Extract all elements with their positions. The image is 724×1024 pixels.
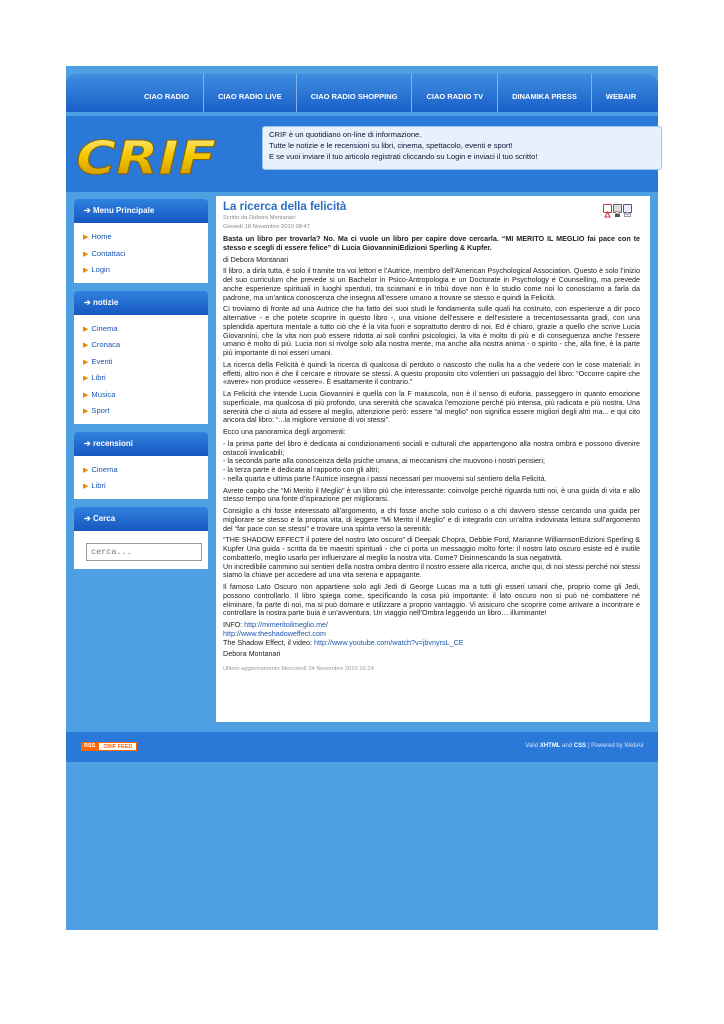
nav-webair[interactable]: WEBAIR [605, 92, 637, 101]
article [223, 200, 640, 674]
bullet-arrow-icon: ▶ [83, 408, 89, 415]
info-line: E se vuoi inviare il tuo articolo registrati cliccando su Login e inviaci il tuo scritto! [269, 152, 538, 161]
top-navigation [66, 74, 658, 112]
svg-text:CRIF: CRIF [76, 132, 216, 180]
menu-item-login[interactable]: ▶ Login [83, 265, 110, 274]
info-label: INFO: [223, 620, 245, 629]
info-line: CRIF è un quotidiano on-line di informazione. [269, 130, 422, 139]
nav-ciao-radio-shopping[interactable]: CIAO RADIO SHOPPING [297, 74, 413, 112]
link-mimeritoilmeglio[interactable]: http://mimeritoilmeglio.me/ [244, 620, 329, 629]
bullet-arrow-icon: ▶ [83, 342, 89, 349]
header [66, 116, 658, 192]
bullet-arrow-icon: ▶ [83, 483, 89, 490]
link-theshadoweffect[interactable]: http://www.theshadoweffect.com [223, 628, 326, 638]
recensioni-title: ➔ recensioni [74, 432, 208, 456]
notizie-item-sport[interactable]: ▶ Sport [83, 406, 110, 415]
menu-principale-list [74, 223, 208, 283]
sidebar [74, 199, 208, 569]
link-youtube-video[interactable]: http://www.youtube.com/watch?v=jbvnyrsL_CE [313, 637, 464, 647]
bullet-arrow-icon: ▶ [83, 466, 89, 474]
xhtml-link[interactable]: XHTML [539, 743, 561, 749]
notizie-item-musica[interactable]: ▶ Musica [83, 389, 116, 399]
site-info-box [262, 126, 662, 170]
video-label: The Shadow Effect, il video: [223, 637, 314, 647]
list-item: - la seconda parte alla conoscenza della psiche umana, ai meccanismi che muovono i nostri pensieri; [223, 456, 546, 466]
bullet-arrow-icon: ▶ [83, 267, 89, 274]
bullet-arrow-icon: ▶ [83, 358, 89, 366]
nav-ciao-radio-tv[interactable]: CIAO RADIO TV [412, 74, 498, 112]
article-title[interactable]: La ricerca della felicità [223, 201, 347, 213]
validation-note: Valid XHTML and CSS | Powered by WebAir [525, 743, 644, 749]
menu-item-home[interactable]: ▶ Home [83, 232, 112, 241]
bullet-arrow-icon: ▶ [83, 375, 89, 382]
nav-ciao-radio[interactable]: CIAO RADIO [130, 74, 204, 112]
article-byline: di Debora Montanari [223, 254, 289, 264]
info-line: Tutte le notizie e le recensioni su libri, cinema, spettacolo, eventi e sport! [269, 141, 513, 150]
article-paragraph: Un incredibile cammino sui sentieri della nostra ombra dentro il nostro essere alla ricerca, anche qui, di noi stessi perché noi stessi siamo la chiave per accedere ad una vita serena e appagante. [223, 561, 640, 580]
rss-feed-badge[interactable] [81, 742, 137, 751]
article-paragraph: Il famoso Lato Oscuro non appartiene solo agli Jedi di George Lucas ma a tutti gli esseri umani che, proprio come gli Jedi, possono controllarlo. Il libro spiega come, specificando la cosa più importante: il lato oscuro non si può né combattere né eliminare, fa parte di noi, ma si può domare e utilizzare a proprio vantaggio. Vi assicuro che scoprire come arrivare a incontrare e controllare la nostra parte buia è un’avventura. Un viaggio nell’Ombra leggendo un libro… illuminante! [223, 582, 640, 618]
footer [66, 732, 658, 762]
notizie-item-cinema[interactable]: ▶ Cinema [83, 323, 118, 333]
topics-list [223, 440, 640, 484]
page-frame [66, 66, 658, 930]
cerca-title: ➔ Cerca [74, 507, 208, 531]
article-paragraph: “THE SHADOW EFFECT il potere del nostro lato oscuro” di Deepak Chopra, Debbie Ford, Marianne WilliamsonEdizioni Sperling & Kupfer Una guida - scritta da tre maestri spirituali - che ci porta un messaggio molto forte: il nostro lato oscuro esiste ed è inutile combatterlo, meglio usarlo per influenzare al meglio la nostra vita. Come? Disinnescando la sua negatività. [223, 535, 640, 562]
article-paragraph: Il libro, a dirla tutta, è solo il tramite tra voi lettori e l’Autrice, membro dell’American Psychological Association. Questo è solo l’inizio del suo curriculum che prevede si un Bachelor in Psico-Antropologia e un Doctorate in Psychology e Counselling, ma prevede anche esperienze spirituali in luoghi sperduti, tra sciamani e in tribù dove non è lo studio come noi lo conosciamo a farla da padrone, ma un’antica conoscenza che insegna all’essere umano a trovare se stesso e quindi la Felicità. [223, 266, 640, 302]
article-signature: Debora Montanari [223, 649, 281, 659]
bullet-arrow-icon: ▶ [83, 250, 89, 258]
bullet-arrow-icon: ▶ [83, 325, 89, 333]
search-input[interactable] [86, 543, 202, 561]
notizie-item-eventi[interactable]: ▶ Eventi [83, 356, 113, 366]
powered-by[interactable]: | Powered by WebAir [587, 743, 644, 749]
article-lead: Basta un libro per trovarla? No. Ma ci vuole un libro per capire dove cercarla. “MI MERITO IL MEGLIO fai pace con te stesso e scegli di essere felice” di Lucia GiovanniniEdizioni Sperling & Kupfer. [223, 234, 640, 252]
article-paragraph: La ricerca della Felicità è quindi la ricerca di qualcosa di perduto o nascosto che nulla ha a che vedere con le cose materiali: in effetti, altro non è che il cercare e ritrovare se stessi. A questo proposito cito volentieri un passaggio del libro: “Occorre capire che «avere» non produce «essere». È esattamente il contrario.” [223, 359, 640, 387]
rss-label: RSS [81, 742, 98, 751]
article-paragraph: Ecco una panoramica degli argomenti: [223, 427, 346, 436]
list-item: - nella quarta e ultima parte l’Autrice insegna i passi necessari per muoversi sul sentiero della Felicità. [223, 473, 547, 483]
notizie-item-libri[interactable]: ▶ Libri [83, 373, 106, 382]
list-item: - la prima parte del libro è dedicata ai condizionamenti sociali e culturali che appartengono alla nostra ombra e possono divenire ostacoli invalicabili; [223, 438, 640, 457]
rss-feed-label: CRIF FEED [98, 742, 137, 751]
last-modified: Ultimo aggiornamento Mercoledì 24 Novembre 2010 16:24 [223, 666, 374, 672]
article-paragraph: La Felicità che intende Lucia Giovannini è quella con la F maiuscola, non è il senso di euforia, passeggero in quanto emozione superficiale, ma qualcosa di più profondo, una serenità che scavalca l’emozione perché più intensa, più radicata e più nostra. Una serenità che ci aiuta ad essere al meglio, attenzione però: essere “al meglio” non significa essere migliori degli altri ma... e qui cito ancora dal libro: “...la migliore versione di voi stessi”. [223, 389, 640, 425]
nav-dinamika-press[interactable]: DINAMIKA PRESS [498, 74, 592, 112]
bullet-arrow-icon: ▶ [83, 391, 89, 399]
notizie-list [74, 315, 208, 424]
menu-item-contattaci[interactable]: ▶ Contattaci [83, 248, 126, 258]
bullet-arrow-icon: ▶ [83, 234, 89, 241]
article-paragraph: Avrete capito che “Mi Merito il Meglio” è un libro più che interessante: coinvolge perché riguarda tutti noi, è una guida di vita e allo stesso tempo una fonte d’ispirazione per migliorarsi. [223, 485, 640, 504]
article-date: Giovedì 18 Novembre 2010 08:47 [223, 224, 311, 230]
crif-logo[interactable] [74, 132, 224, 180]
recensioni-item-libri[interactable]: ▶ Libri [83, 481, 106, 490]
main-content [216, 196, 650, 722]
article-author: Scritto da Debora Montanari [223, 215, 296, 221]
search-module [74, 531, 208, 569]
recensioni-list [74, 456, 208, 499]
notizie-item-cronaca[interactable]: ▶ Cronaca [83, 340, 121, 349]
nav-ciao-radio-live[interactable]: CIAO RADIO LIVE [204, 74, 297, 112]
article-paragraph: Ci troviamo di fronte ad una Autrice che ha fatto dei suoi studi le fondamenta sulle quali ha costruito, con esperienze a dir poco alternative - e che potete scoprire in questo libro -, una visione dell’essere e dell’esistere a trecentosessanta gradi, con una splendida apertura mentale a tutto ciò che è la vita fuori e soprattutto dentro di noi. Ed è chiaro, grazie a quello che scrive Lucia Giovannini, che la vita non può essere ridotta ai soli confini psicologici, la vita è molto di più e di conseguenza anche l’essere umano è molto di più. Lucia non si rivolge solo alla nostra mente, ma anche alla nostra anima - o spirito - che, alla fine, è la parte più importante di noi esseri umani. [223, 304, 640, 357]
recensioni-item-cinema[interactable]: ▶ Cinema [83, 464, 118, 474]
list-item: - la terza parte è dedicata al rapporto con gli altri; [223, 465, 380, 474]
article-paragraph: Consiglio a chi fosse interessato all’argomento, a chi fosse anche solo curioso o a chi davvero stesse cercando una guida per migliorare se stesso e la propria vita, di leggere “Mi Merito il Meglio” e di integrarlo con un’altra indovinata lettura sull’argomento del “far pace con se stessi” e trovare una spinta verso la serenità: [223, 506, 640, 533]
info-links [223, 621, 640, 647]
menu-principale-title: ➔ Menu Principale [74, 199, 208, 223]
notizie-title: ➔ notizie [74, 291, 208, 315]
css-link[interactable]: CSS [573, 743, 587, 749]
